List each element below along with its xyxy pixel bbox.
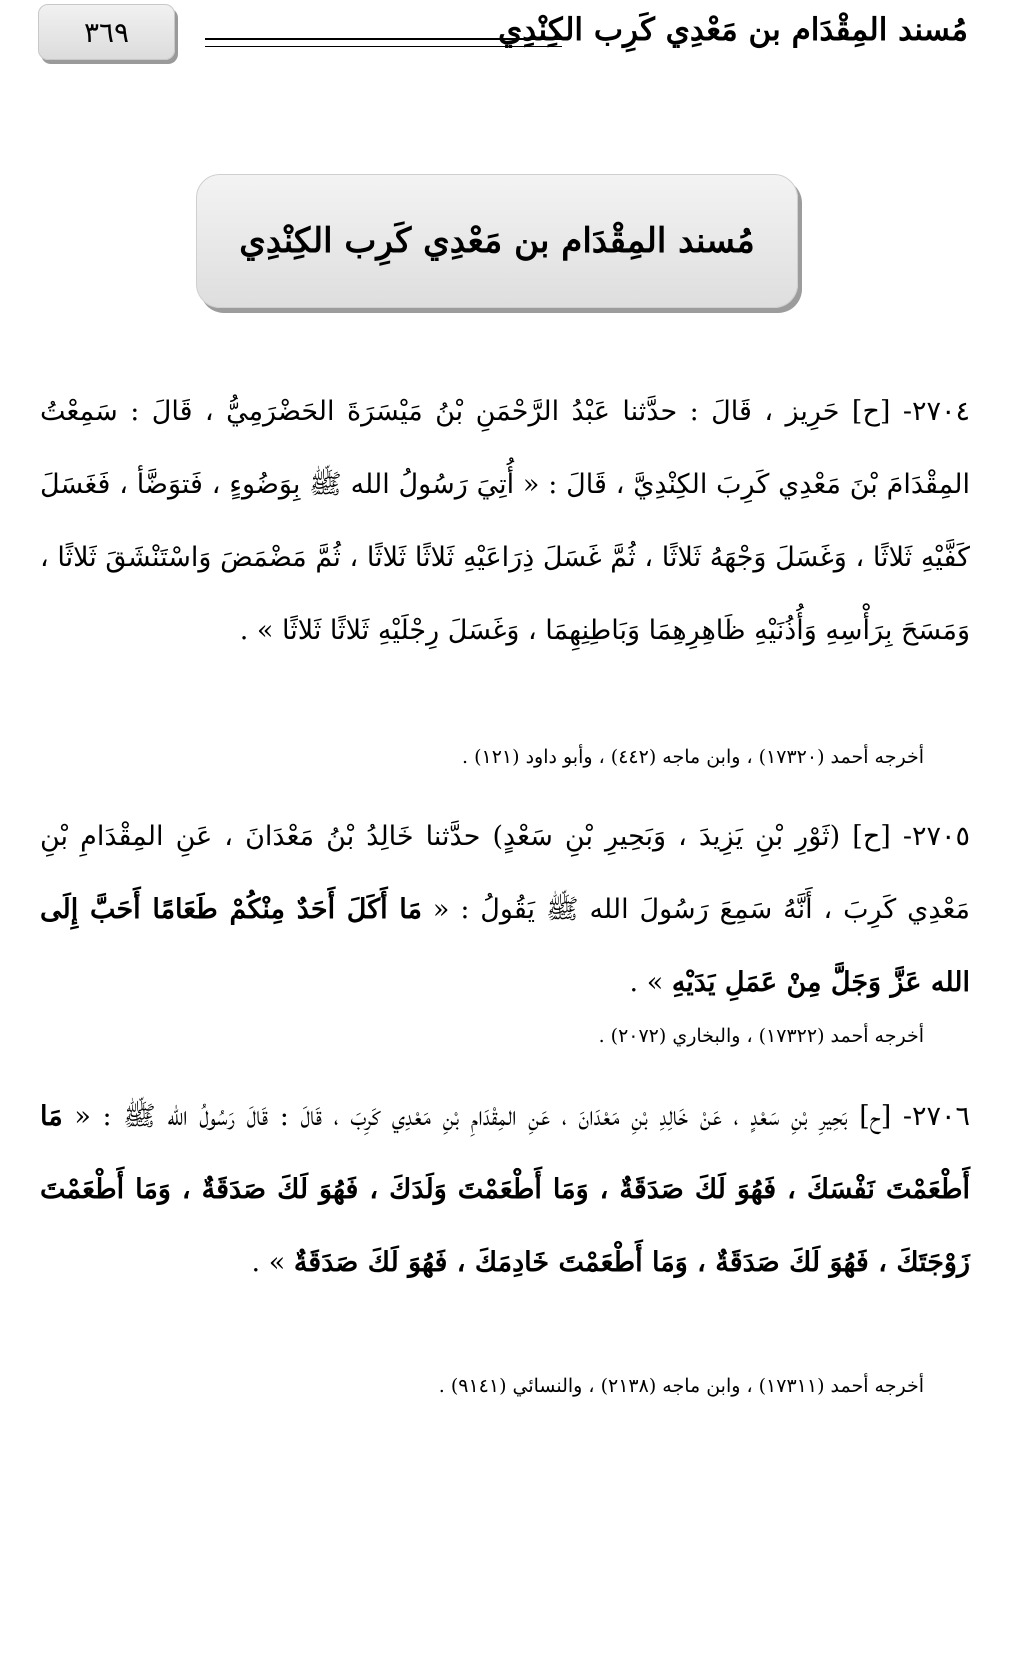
hadith-paragraph xyxy=(40,375,970,667)
hadith-number: ٢٧٠٦- xyxy=(891,1101,970,1132)
hadith-number: ٢٧٠٤- xyxy=(890,396,970,427)
hadith-closing: » . xyxy=(251,1247,294,1278)
page-number: ٣٦٩ xyxy=(83,15,130,49)
hadith-number: ٢٧٠٥- xyxy=(890,821,970,852)
hadith-takhrij: أخرجه أحمد (١٧٣١١) ، وابن ماجه (٢١٣٨) ، والنسائي (٩١٤١) . xyxy=(438,1375,924,1397)
hadith-text: [ح] حَرِيز ، قَالَ : حدَّثنا عَبْدُ الرَّحْمَنِ بْنُ مَيْسَرَةَ الحَضْرَمِيُّ ، قَالَ : سَمِعْتُ المِقْدَامَ بْنَ مَعْدِي كَرِبَ الكِنْدِيَّ ، قَالَ : « أُتِيَ رَسُولُ الله ﷺ بِوَضُوءٍ ، فَتوَضَّأ ، فَغَسَلَ كَفَّيْهِ ثَلاثًا ، وَغَسَلَ وَجْهَهُ ثَلاثًا ، ثُمَّ غَسَلَ ذِرَاعَيْهِ ثَلاثًا ثَلاثًا ، ثُمَّ مَضْمَضَ وَاسْتَنْشَقَ ثَلاثًا ، وَمَسَحَ بِرَأْسِهِ وَأُذُنَيْهِ ظَاهِرِهِمَا وَبَاطِنِهِمَا ، وَغَسَلَ رِجْلَيْهِ ثَلاثًا ثَلاثًا » . xyxy=(40,396,970,646)
running-header-title: مُسند المِقْدَام بن مَعْدِي كَرِب الكِنْدِي xyxy=(497,12,968,48)
section-title: مُسند المِقْدَام بن مَعْدِي كَرِب الكِنْدِي xyxy=(239,221,755,261)
hadith-takhrij: أخرجه أحمد (١٧٣٢٠) ، وابن ماجه (٤٤٢) ، وأبو داود (١٢١) . xyxy=(462,746,924,768)
hadith-paragraph xyxy=(40,1080,970,1299)
hadith-closing: » . xyxy=(629,967,672,998)
hadith-paragraph xyxy=(40,800,970,1019)
hadith-takhrij: أخرجه أحمد (١٧٣٢٢) ، والبخاري (٢٠٧٢) . xyxy=(598,1025,924,1047)
hadith-prophetic-saying: مَا أَكَلَ أَحَدٌ مِنْكُمْ طَعَامًا أَحَبَّ إِلَى الله عَزَّ وَجَلَّ مِنْ عَمَلِ يَدَيْهِ xyxy=(40,894,970,998)
header-rule xyxy=(205,38,562,47)
hadith-text: [ح] بَحِيرِ بْنِ سَعْدٍ ، عَنْ خَالِدِ بْنِ مَعْدَانَ ، عَنِ المِقْدَامِ بْنِ مَعْدِي كَرِبَ ، قَالَ : قَالَ رَسُولُ الله ﷺ : « xyxy=(62,1101,892,1132)
hadith-prophetic-saying: مَا أَطْعَمْتَ نَفْسَكَ ، فَهُوَ لَكَ صَدَقَةٌ ، وَمَا أَطْعَمْتَ وَلَدَكَ ، فَهُوَ لَكَ صَدَقَةٌ ، وَمَا أَطْعَمْتَ زَوْجَتَكَ ، فَهُوَ لَكَ صَدَقَةٌ ، وَمَا أَطْعَمْتَ خَادِمَكَ ، فَهُوَ لَكَ صَدَقَةٌ xyxy=(40,1101,970,1278)
page-number-badge xyxy=(38,4,175,60)
hadith-text: [ح] (ثَوْرِ بْنِ يَزِيدَ ، وَبَحِيرِ بْنِ سَعْدٍ) حدَّثنا خَالِدُ بْنُ مَعْدَانَ ، عَنِ المِقْدَامِ بْنِ مَعْدِي كَرِبَ ، أَنَّهُ سَمِعَ رَسُولَ الله ﷺ يَقُولُ : « xyxy=(40,821,970,925)
section-title-box xyxy=(196,174,798,308)
